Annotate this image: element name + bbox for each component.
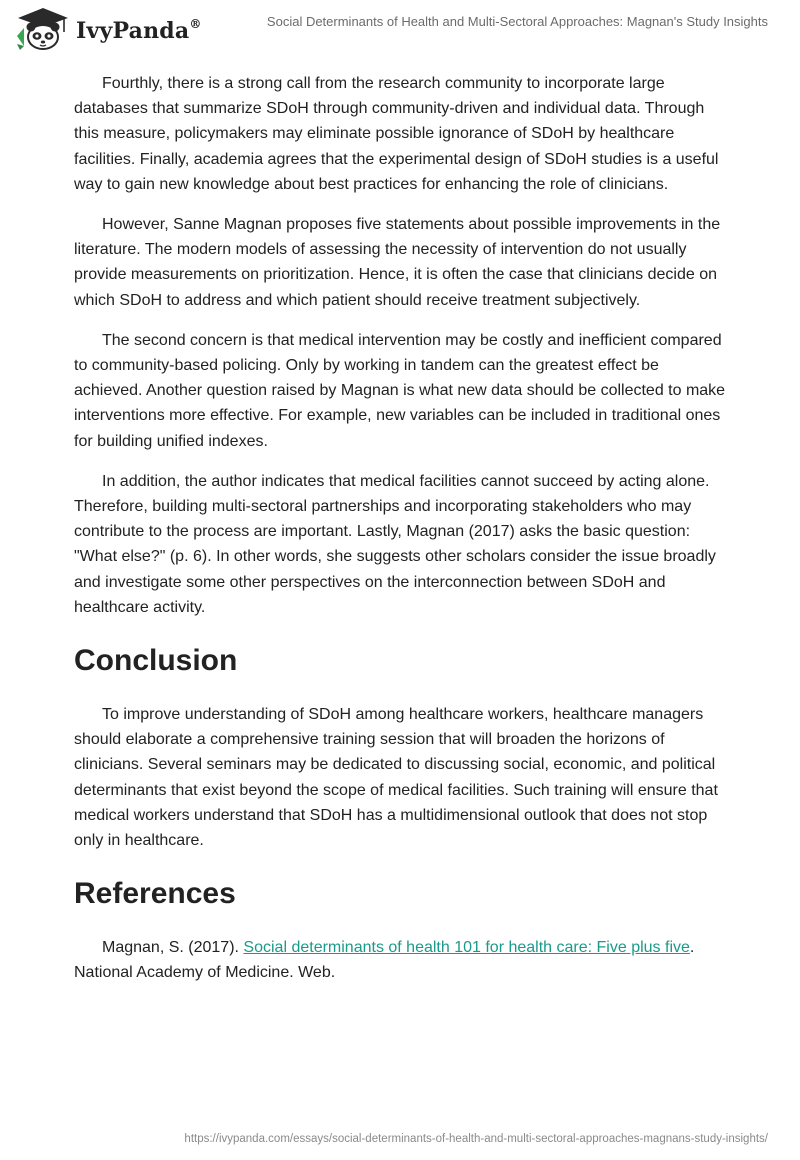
conclusion-paragraph: To improve understanding of SDoH among healthcare workers, healthcare managers should elaborate a comprehensive training session that will broaden the horizons of clinicians. Several seminars may be dedicated to discussing social, economic, and political determinants that exist beyond the scope of medical facilities. Such training will ensure that medical workers understand that SDoH has a multidimensional outlook that does not stop only in healthcare. xyxy=(74,706,718,850)
references-heading: References xyxy=(74,877,236,911)
reference-link[interactable]: Social determinants of health 101 for health care: Five plus five xyxy=(243,939,690,957)
conclusion-heading: Conclusion xyxy=(74,644,238,678)
document-title: Social Determinants of Health and Multi-Sectoral Approaches: Magnan's Study Insights xyxy=(266,14,768,29)
ivypanda-logo[interactable] xyxy=(14,6,202,52)
paragraph-second-concern: The second concern is that medical intervention may be costly and inefficient compared to community-based policing. Only by working in tandem can the greatest effect be achieved. Another question raised by Magnan is what new data should be collected to make interventions more effective. For example, new variables can be included in traditional ones for building unified indexes. xyxy=(74,331,726,450)
reference-suffix: . National Academy of Medicine. Web. xyxy=(74,939,695,982)
footer-url: https://ivypanda.com/essays/social-determinants-of-health-and-multi-sectoral-approaches-magnans-study-insights/ xyxy=(184,1133,768,1145)
paragraph-fourthly: Fourthly, there is a strong call from the research community to incorporate large databases that summarize SDoH through community-driven and individual data. Through this measure, policymakers may eliminate possible ignorance of SDoH by healthcare facilities. Finally, academia agrees that the experimental design of SDoH studies is a useful way to gain new knowledge about best practices for enhancing the role of clinicians. xyxy=(74,75,719,193)
panda-graduate-logo-icon xyxy=(14,6,72,52)
article-body xyxy=(74,71,726,1001)
reference-entry xyxy=(74,935,726,985)
paragraph-in-addition: In addition, the author indicates that medical facilities cannot succeed by acting alone. Therefore, building multi-sectoral partnerships and incorporating stakeholders who may contribute to the process are important. Lastly, Magnan (2017) asks the basic question: "What else?" (p. 6). In other words, she suggests other scholars consider the issue broadly and investigate some other perspectives on the interconnection between SDoH and healthcare activity. xyxy=(74,472,716,616)
paragraph-however: However, Sanne Magnan proposes five statements about possible improvements in the literature. The modern models of assessing the necessity of intervention do not usually provide measurements on prioritization. Hence, it is often the case that clinicians decide on which SDoH to address and which patient should receive treatment subjectively. xyxy=(74,216,721,309)
brand-name: IvyPanda® xyxy=(76,16,202,44)
reference-prefix: Magnan, S. (2017). xyxy=(102,939,244,957)
page-header xyxy=(0,0,800,60)
